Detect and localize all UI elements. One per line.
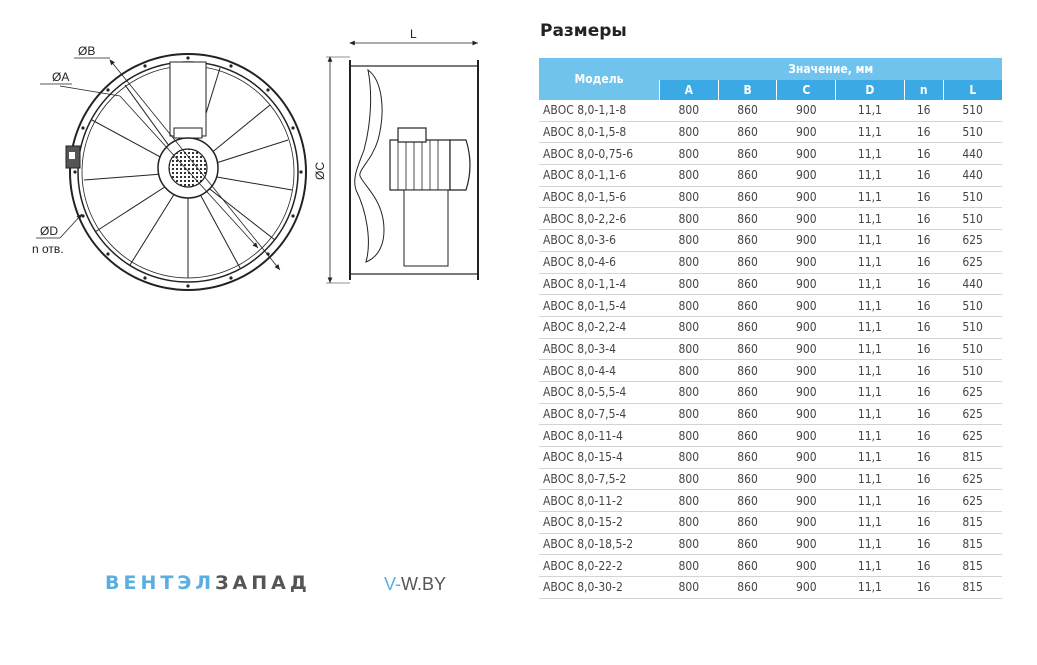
value-cell: 510 [943, 316, 1002, 338]
value-cell: 510 [943, 295, 1002, 317]
dim-label-l: L [410, 27, 417, 41]
value-cell: 16 [904, 186, 943, 208]
model-cell: АВОС 8,0-11-4 [539, 425, 660, 447]
value-cell: 11,1 [836, 338, 904, 360]
brand-url[interactable] [384, 574, 446, 595]
value-cell: 800 [660, 208, 719, 230]
table-row [539, 577, 1002, 599]
table-row [539, 230, 1002, 252]
value-cell: 815 [943, 512, 1002, 534]
value-cell: 800 [660, 490, 719, 512]
value-cell: 860 [718, 512, 777, 534]
value-cell: 800 [660, 273, 719, 295]
model-cell: АВОС 8,0-15-2 [539, 512, 660, 534]
model-cell: АВОС 8,0-0,75-6 [539, 143, 660, 165]
header-values-group: Значение, мм [660, 58, 1003, 80]
value-cell: 625 [943, 403, 1002, 425]
table-row [539, 100, 1002, 121]
table-row [539, 143, 1002, 165]
side-view [326, 43, 478, 283]
value-cell: 16 [904, 403, 943, 425]
model-cell: АВОС 8,0-1,1-8 [539, 100, 660, 121]
table-row [539, 295, 1002, 317]
value-cell: 800 [660, 403, 719, 425]
value-cell: 11,1 [836, 512, 904, 534]
value-cell: 860 [718, 186, 777, 208]
value-cell: 800 [660, 165, 719, 187]
value-cell: 800 [660, 251, 719, 273]
value-cell: 860 [718, 360, 777, 382]
value-cell: 900 [777, 403, 836, 425]
value-cell: 11,1 [836, 533, 904, 555]
value-cell: 11,1 [836, 555, 904, 577]
dim-label-holes: n отв. [32, 242, 64, 256]
table-row [539, 425, 1002, 447]
value-cell: 860 [718, 143, 777, 165]
model-cell: АВОС 8,0-18,5-2 [539, 533, 660, 555]
value-cell: 510 [943, 121, 1002, 143]
value-cell: 16 [904, 273, 943, 295]
value-cell: 11,1 [836, 316, 904, 338]
dim-label-b: ØB [78, 44, 96, 58]
value-cell: 860 [718, 165, 777, 187]
value-cell: 510 [943, 338, 1002, 360]
value-cell: 11,1 [836, 295, 904, 317]
table-row [539, 403, 1002, 425]
value-cell: 860 [718, 490, 777, 512]
model-cell: АВОС 8,0-22-2 [539, 555, 660, 577]
column-header: C [777, 80, 836, 100]
model-cell: АВОС 8,0-4-4 [539, 360, 660, 382]
value-cell: 11,1 [836, 468, 904, 490]
value-cell: 16 [904, 381, 943, 403]
value-cell: 625 [943, 490, 1002, 512]
model-cell: АВОС 8,0-4-6 [539, 251, 660, 273]
table-row [539, 512, 1002, 534]
header-model: Модель [539, 58, 660, 100]
value-cell: 900 [777, 100, 836, 121]
column-header: A [660, 80, 719, 100]
value-cell: 800 [660, 295, 719, 317]
value-cell: 16 [904, 165, 943, 187]
value-cell: 16 [904, 577, 943, 599]
value-cell: 800 [660, 316, 719, 338]
value-cell: 510 [943, 360, 1002, 382]
value-cell: 900 [777, 273, 836, 295]
value-cell: 16 [904, 295, 943, 317]
value-cell: 800 [660, 512, 719, 534]
value-cell: 900 [777, 251, 836, 273]
value-cell: 900 [777, 425, 836, 447]
value-cell: 800 [660, 577, 719, 599]
value-cell: 900 [777, 447, 836, 469]
model-cell: АВОС 8,0-2,2-4 [539, 316, 660, 338]
value-cell: 900 [777, 555, 836, 577]
value-cell: 900 [777, 208, 836, 230]
dim-label-c: ØC [313, 162, 327, 180]
table-row [539, 251, 1002, 273]
value-cell: 16 [904, 316, 943, 338]
model-cell: АВОС 8,0-1,5-8 [539, 121, 660, 143]
value-cell: 800 [660, 143, 719, 165]
value-cell: 900 [777, 165, 836, 187]
column-header: L [943, 80, 1002, 100]
value-cell: 800 [660, 100, 719, 121]
value-cell: 900 [777, 468, 836, 490]
value-cell: 11,1 [836, 360, 904, 382]
value-cell: 800 [660, 230, 719, 252]
value-cell: 11,1 [836, 490, 904, 512]
value-cell: 625 [943, 230, 1002, 252]
value-cell: 860 [718, 555, 777, 577]
value-cell: 16 [904, 100, 943, 121]
value-cell: 16 [904, 143, 943, 165]
value-cell: 16 [904, 468, 943, 490]
front-view [36, 54, 306, 290]
value-cell: 900 [777, 360, 836, 382]
value-cell: 625 [943, 468, 1002, 490]
brand-url-part1: V- [384, 574, 402, 594]
value-cell: 800 [660, 533, 719, 555]
value-cell: 900 [777, 121, 836, 143]
model-cell: АВОС 8,0-30-2 [539, 577, 660, 599]
value-cell: 800 [660, 186, 719, 208]
value-cell: 11,1 [836, 121, 904, 143]
value-cell: 900 [777, 381, 836, 403]
value-cell: 16 [904, 447, 943, 469]
model-cell: АВОС 8,0-11-2 [539, 490, 660, 512]
value-cell: 625 [943, 251, 1002, 273]
table-row [539, 208, 1002, 230]
value-cell: 800 [660, 468, 719, 490]
value-cell: 860 [718, 577, 777, 599]
value-cell: 860 [718, 273, 777, 295]
value-cell: 860 [718, 316, 777, 338]
value-cell: 16 [904, 425, 943, 447]
value-cell: 900 [777, 295, 836, 317]
value-cell: 440 [943, 165, 1002, 187]
fan-dimension-drawing [0, 0, 530, 330]
model-cell: АВОС 8,0-3-4 [539, 338, 660, 360]
value-cell: 11,1 [836, 403, 904, 425]
value-cell: 11,1 [836, 208, 904, 230]
value-cell: 860 [718, 121, 777, 143]
value-cell: 11,1 [836, 186, 904, 208]
table-row [539, 273, 1002, 295]
value-cell: 800 [660, 425, 719, 447]
value-cell: 860 [718, 100, 777, 121]
table-row [539, 468, 1002, 490]
model-cell: АВОС 8,0-1,1-4 [539, 273, 660, 295]
value-cell: 11,1 [836, 230, 904, 252]
table-row [539, 360, 1002, 382]
value-cell: 16 [904, 121, 943, 143]
column-header: D [836, 80, 904, 100]
model-cell: АВОС 8,0-7,5-4 [539, 403, 660, 425]
value-cell: 900 [777, 186, 836, 208]
value-cell: 11,1 [836, 143, 904, 165]
model-cell: АВОС 8,0-2,2-6 [539, 208, 660, 230]
value-cell: 815 [943, 447, 1002, 469]
value-cell: 16 [904, 208, 943, 230]
model-cell: АВОС 8,0-15-4 [539, 447, 660, 469]
value-cell: 900 [777, 316, 836, 338]
value-cell: 900 [777, 490, 836, 512]
brand-logo [105, 572, 311, 594]
table-row [539, 121, 1002, 143]
value-cell: 16 [904, 360, 943, 382]
brand-part2: ЗАПАД [215, 572, 311, 594]
value-cell: 815 [943, 555, 1002, 577]
value-cell: 860 [718, 251, 777, 273]
value-cell: 11,1 [836, 577, 904, 599]
model-cell: АВОС 8,0-3-6 [539, 230, 660, 252]
value-cell: 440 [943, 143, 1002, 165]
model-cell: АВОС 8,0-1,1-6 [539, 165, 660, 187]
value-cell: 860 [718, 381, 777, 403]
table-row [539, 165, 1002, 187]
value-cell: 16 [904, 490, 943, 512]
value-cell: 11,1 [836, 425, 904, 447]
value-cell: 800 [660, 447, 719, 469]
value-cell: 860 [718, 468, 777, 490]
value-cell: 510 [943, 208, 1002, 230]
value-cell: 16 [904, 251, 943, 273]
value-cell: 11,1 [836, 251, 904, 273]
value-cell: 625 [943, 381, 1002, 403]
value-cell: 16 [904, 555, 943, 577]
value-cell: 900 [777, 533, 836, 555]
model-cell: АВОС 8,0-7,5-2 [539, 468, 660, 490]
table-row [539, 186, 1002, 208]
value-cell: 800 [660, 121, 719, 143]
value-cell: 860 [718, 295, 777, 317]
table-row [539, 316, 1002, 338]
value-cell: 625 [943, 425, 1002, 447]
value-cell: 860 [718, 230, 777, 252]
column-header: n [904, 80, 943, 100]
value-cell: 860 [718, 447, 777, 469]
value-cell: 860 [718, 533, 777, 555]
value-cell: 800 [660, 555, 719, 577]
model-cell: АВОС 8,0-5,5-4 [539, 381, 660, 403]
model-cell: АВОС 8,0-1,5-4 [539, 295, 660, 317]
column-header: B [718, 80, 777, 100]
table-row [539, 490, 1002, 512]
value-cell: 815 [943, 577, 1002, 599]
value-cell: 860 [718, 208, 777, 230]
value-cell: 900 [777, 338, 836, 360]
table-row [539, 555, 1002, 577]
value-cell: 11,1 [836, 447, 904, 469]
brand-url-part2: W.BY [401, 574, 447, 594]
model-cell: АВОС 8,0-1,5-6 [539, 186, 660, 208]
table-row [539, 447, 1002, 469]
value-cell: 860 [718, 425, 777, 447]
section-title: Размеры [540, 21, 627, 41]
value-cell: 16 [904, 338, 943, 360]
value-cell: 11,1 [836, 100, 904, 121]
table-row [539, 533, 1002, 555]
value-cell: 815 [943, 533, 1002, 555]
value-cell: 800 [660, 360, 719, 382]
table-row [539, 381, 1002, 403]
value-cell: 11,1 [836, 165, 904, 187]
value-cell: 11,1 [836, 273, 904, 295]
dimensions-table [539, 58, 1002, 599]
value-cell: 11,1 [836, 381, 904, 403]
value-cell: 860 [718, 403, 777, 425]
value-cell: 16 [904, 533, 943, 555]
table-row [539, 338, 1002, 360]
value-cell: 800 [660, 381, 719, 403]
dim-label-a: ØA [52, 70, 70, 84]
value-cell: 860 [718, 338, 777, 360]
value-cell: 900 [777, 577, 836, 599]
value-cell: 440 [943, 273, 1002, 295]
value-cell: 900 [777, 143, 836, 165]
value-cell: 16 [904, 230, 943, 252]
value-cell: 800 [660, 338, 719, 360]
value-cell: 900 [777, 512, 836, 534]
value-cell: 900 [777, 230, 836, 252]
value-cell: 510 [943, 100, 1002, 121]
value-cell: 16 [904, 512, 943, 534]
brand-part1: ВЕНТЭЛ [105, 572, 216, 594]
dim-label-d: ØD [40, 224, 58, 238]
value-cell: 510 [943, 186, 1002, 208]
